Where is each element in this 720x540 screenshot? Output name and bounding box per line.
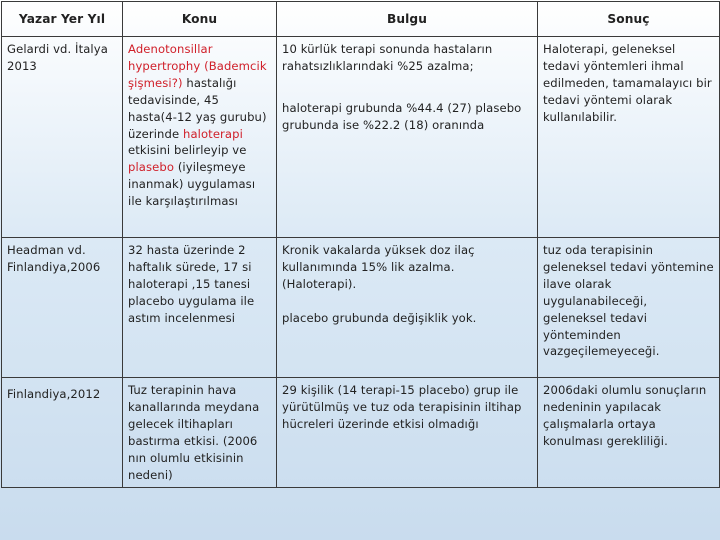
topic-highlight: haloterapi — [183, 126, 243, 141]
cell-author: Headman vd. Finlandiya,2006 — [2, 238, 123, 378]
finding-line: Kronik vakalarda yüksek doz ilaç kullanımında 15% lik azalma. (Haloterapi). — [282, 243, 475, 291]
topic-highlight: Adenotonsillar hypertrophy (Bademcik şişmesi?) — [128, 42, 267, 90]
topic-text: hastalığı tedavisinde, 45 hasta(4-12 yaş gurubu) üzerinde — [128, 75, 267, 141]
cell-finding — [277, 37, 538, 238]
cell-result: tuz oda terapisinin geleneksel tedavi yöntemine ilave olarak uygulanabileceği, geleneksel tedavi yönteminden vazgeçilemeyeceği. — [538, 238, 720, 378]
header-result: Sonuç — [538, 2, 720, 37]
header-author: Yazar Yer Yıl — [2, 2, 123, 37]
cell-topic — [123, 37, 277, 238]
topic-highlight: plasebo — [128, 160, 175, 175]
header-topic: Konu — [123, 2, 277, 37]
finding-line: placebo grubunda değişiklik yok. — [282, 310, 477, 325]
header-finding: Bulgu — [277, 2, 538, 37]
table-row — [2, 37, 720, 238]
cell-topic: 32 hasta üzerinde 2 haftalık sürede, 17 si haloterapi ,15 tanesi placebo uygulama ile astım incelenmesi — [123, 238, 277, 378]
table-row — [2, 378, 720, 488]
table-header-row — [2, 2, 720, 37]
cell-finding — [277, 238, 538, 378]
table-row — [2, 238, 720, 378]
cell-author: Gelardi vd. İtalya 2013 — [2, 37, 123, 238]
finding-line: haloterapi grubunda %44.4 (27) plasebo grubunda ise %22.2 (18) oranında — [282, 100, 522, 132]
finding-line: 10 kürlük terapi sonunda hastaların rahatsızlıklarındaki %25 azalma; — [282, 42, 493, 73]
topic-text: (iyileşmeye inanmak) uygulaması ile karşılaştırılması — [128, 160, 256, 209]
cell-result: Haloterapi, geleneksel tedavi yöntemleri ihmal edilmeden, tamamalayıcı bir tedavi yöntemi olarak kullanılabilir. — [538, 37, 720, 238]
literature-review-table — [1, 1, 720, 488]
cell-author — [2, 378, 123, 488]
topic-text: etkisini belirleyip ve — [128, 143, 247, 158]
cell-finding: 29 kişilik (14 terapi-15 placebo) grup ile yürütülmüş ve tuz oda terapisinin iltihap hücreleri üzerinde etkisi olmadığı — [277, 378, 538, 488]
cell-topic: Tuz terapinin hava kanallarında meydana gelecek iltihapları bastırma etkisi. (2006 nın olumlu etkisinin nedeni) — [123, 378, 277, 488]
cell-result: 2006daki olumlu sonuçların nedeninin yapılacak çalışmalarla ortaya konulması gerekliliği. — [538, 378, 720, 488]
author-text: Finlandiya,2012 — [7, 387, 101, 401]
